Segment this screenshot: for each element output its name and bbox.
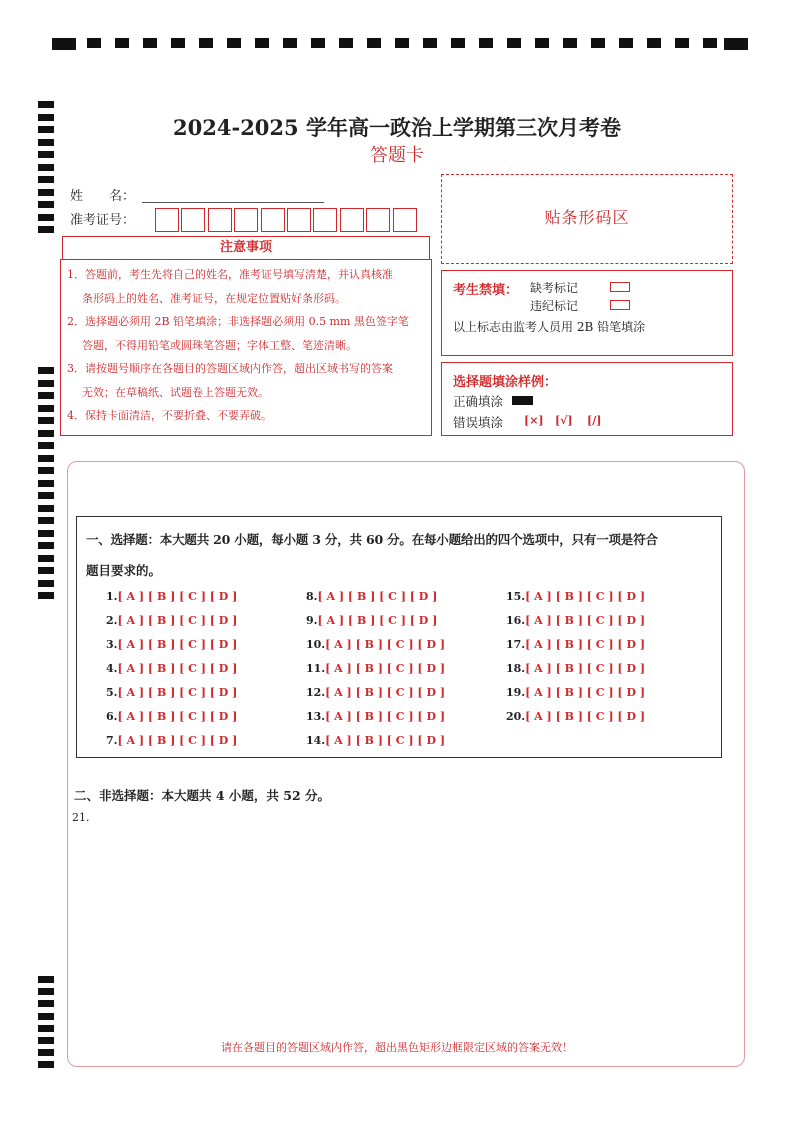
question-number: 9. [306, 614, 318, 627]
answer-options[interactable]: [ A ] [ B ] [ C ] [ D ] [317, 614, 438, 627]
notice-item: 条形码上的姓名、准考证号，在规定位置贴好条形码。 [82, 291, 346, 305]
timing-mark [451, 38, 465, 48]
top-timing-marks [52, 38, 748, 52]
barcode-label: 贴条形码区 [544, 208, 630, 227]
choice-question[interactable] [506, 638, 645, 651]
timing-mark [227, 38, 241, 48]
timing-mark [38, 976, 54, 983]
answer-options[interactable]: [ A ] [ B ] [ C ] [ D ] [117, 638, 238, 651]
timing-mark [38, 392, 54, 399]
notice-item: 1．答题前，考生先将自己的姓名，准考证号填写清楚，并认真核准 [67, 268, 393, 281]
timing-mark [38, 1000, 54, 1007]
fill-sample-box [441, 362, 733, 436]
answer-options[interactable]: [ A ] [ B ] [ C ] [ D ] [325, 662, 446, 675]
id-digit-cell[interactable] [261, 208, 285, 232]
id-label: 准考证号： [70, 213, 136, 228]
timing-mark [38, 567, 54, 574]
timing-mark [703, 38, 717, 48]
choice-question[interactable] [306, 734, 445, 747]
timing-mark [339, 38, 353, 48]
forbidden-title: 考生禁填： [453, 283, 519, 298]
violation-mark-box[interactable] [610, 300, 630, 310]
timing-mark [38, 467, 54, 474]
timing-mark [647, 38, 661, 48]
timing-mark [38, 492, 54, 499]
id-digit-cell[interactable] [234, 208, 258, 232]
notice-item: 无效；在草稿纸、试题卷上答题无效。 [82, 385, 269, 399]
answer-options[interactable]: [ A ] [ B ] [ C ] [ D ] [525, 662, 646, 675]
timing-mark [563, 38, 577, 48]
wrong-mark-x: [×] [524, 414, 544, 427]
timing-mark [38, 988, 54, 995]
timing-mark [38, 442, 54, 449]
timing-mark [38, 555, 54, 562]
timing-mark [143, 38, 157, 48]
timing-mark [87, 38, 101, 48]
question-number: 11. [306, 662, 326, 675]
section2-heading: 二、非选择题：本大题共 4 小题，共 52 分。 [74, 788, 331, 803]
id-digit-cell[interactable] [181, 208, 205, 232]
forbidden-box [441, 270, 733, 356]
timing-mark [38, 189, 54, 196]
timing-mark [38, 430, 54, 437]
timing-mark [38, 226, 54, 233]
choice-question[interactable] [506, 710, 645, 723]
answer-options[interactable]: [ A ] [ B ] [ C ] [ D ] [117, 590, 238, 603]
question-number: 1. [106, 590, 118, 603]
timing-mark [38, 1013, 54, 1020]
question-number: 12. [306, 686, 326, 699]
choice-question[interactable] [306, 686, 445, 699]
question-number: 19. [506, 686, 526, 699]
timing-mark [38, 417, 54, 424]
question-number: 4. [106, 662, 118, 675]
timing-mark [52, 38, 76, 50]
timing-mark [38, 480, 54, 487]
choice-question[interactable] [306, 662, 445, 675]
correct-fill-label: 正确填涂 [453, 394, 504, 409]
fill-sample-title: 选择题填涂样例： [453, 375, 558, 390]
timing-mark [38, 1025, 54, 1032]
timing-mark [283, 38, 297, 48]
id-digit-cell[interactable] [393, 208, 417, 232]
barcode-area [441, 174, 733, 264]
answer-options[interactable]: [ A ] [ B ] [ C ] [ D ] [525, 614, 646, 627]
id-digit-cell[interactable] [366, 208, 390, 232]
question-21-answer-area[interactable] [72, 828, 732, 1028]
question-number: 10. [306, 638, 326, 651]
question-number: 3. [106, 638, 118, 651]
forbidden-note: 以上标志由监考人员用 2B 铅笔填涂 [453, 320, 646, 334]
choice-question[interactable] [306, 710, 445, 723]
answer-options[interactable]: [ A ] [ B ] [ C ] [ D ] [117, 686, 238, 699]
wrong-fill-label: 错误填涂 [453, 415, 504, 430]
timing-mark [591, 38, 605, 48]
answer-options[interactable]: [ A ] [ B ] [ C ] [ D ] [117, 662, 238, 675]
timing-mark [479, 38, 493, 48]
choice-question[interactable] [106, 638, 237, 651]
timing-mark [38, 530, 54, 537]
timing-mark [38, 517, 54, 524]
timing-mark [423, 38, 437, 48]
question-number: 8. [306, 590, 318, 603]
timing-mark [255, 38, 269, 48]
choice-question[interactable] [106, 614, 237, 627]
timing-mark [367, 38, 381, 48]
question-number: 6. [106, 710, 118, 723]
absent-mark-box[interactable] [610, 282, 630, 292]
notice-item: 2．选择题必须用 2B 铅笔填涂；非选择题必须用 0.5 mm 黑色签字笔 [67, 315, 409, 328]
question-number: 20. [506, 710, 526, 723]
timing-mark [38, 214, 54, 221]
answer-options[interactable]: [ A ] [ B ] [ C ] [ D ] [317, 590, 438, 603]
answer-options[interactable]: [ A ] [ B ] [ C ] [ D ] [525, 686, 646, 699]
question-number: 2. [106, 614, 118, 627]
timing-mark [115, 38, 129, 48]
question-number: 18. [506, 662, 526, 675]
timing-mark [395, 38, 409, 48]
timing-mark [171, 38, 185, 48]
answer-options[interactable]: [ A ] [ B ] [ C ] [ D ] [525, 590, 646, 603]
section1-heading-cont: 题目要求的。 [86, 563, 162, 578]
name-label: 姓 名： [70, 189, 136, 204]
choice-question[interactable] [106, 686, 237, 699]
notice-box [60, 259, 432, 436]
id-digit-cell[interactable] [208, 208, 232, 232]
choice-question[interactable] [306, 614, 437, 627]
choice-question[interactable] [506, 614, 645, 627]
timing-mark [38, 176, 54, 183]
timing-mark [38, 505, 54, 512]
timing-mark [535, 38, 549, 48]
timing-mark [38, 542, 54, 549]
choice-question[interactable] [306, 638, 445, 651]
timing-mark [38, 405, 54, 412]
timing-mark [38, 367, 54, 374]
choice-question[interactable] [506, 662, 645, 675]
answer-options[interactable]: [ A ] [ B ] [ C ] [ D ] [117, 710, 238, 723]
timing-mark [38, 380, 54, 387]
timing-mark [38, 1061, 54, 1068]
question-number: 17. [506, 638, 526, 651]
section1-heading: 一、选择题：本大题共 20 小题，每小题 3 分，共 60 分。在每小题给出的四个选项中，只有一项是符合 [86, 532, 658, 547]
timing-mark [38, 455, 54, 462]
footer-warning: 请在各题目的答题区域内作答，超出黑色矩形边框限定区域的答案无效！ [221, 1041, 573, 1054]
question-number: 13. [306, 710, 326, 723]
answer-options[interactable]: [ A ] [ B ] [ C ] [ D ] [117, 614, 238, 627]
answer-options[interactable]: [ A ] [ B ] [ C ] [ D ] [325, 638, 446, 651]
notice-item: 答题，不得用铅笔或圆珠笔答题；字体工整、笔迹清晰。 [82, 338, 357, 352]
notice-item: 4．保持卡面清洁，不要折叠、不要弄破。 [67, 409, 272, 422]
notice-item: 3．请按题号顺序在各题目的答题区域内作答，超出区域书写的答案 [67, 362, 393, 375]
absent-label: 缺考标记 [530, 281, 579, 295]
wrong-mark-slash: [/] [587, 414, 602, 427]
correct-fill-mark [512, 396, 533, 405]
timing-mark [38, 101, 54, 108]
id-digit-cell[interactable] [155, 208, 179, 232]
choice-question[interactable] [506, 590, 645, 603]
question-number: 16. [506, 614, 526, 627]
timing-mark [507, 38, 521, 48]
wrong-mark-check: [√] [555, 414, 573, 427]
choice-question[interactable] [106, 710, 237, 723]
choice-question[interactable] [106, 590, 237, 603]
timing-mark [724, 38, 748, 50]
timing-mark [199, 38, 213, 48]
answer-options[interactable]: [ A ] [ B ] [ C ] [ D ] [325, 734, 446, 747]
timing-mark [619, 38, 633, 48]
timing-mark [38, 580, 54, 587]
id-digit-cell[interactable] [313, 208, 337, 232]
question-number: 14. [306, 734, 326, 747]
answer-options[interactable]: [ A ] [ B ] [ C ] [ D ] [117, 734, 238, 747]
id-digit-cell[interactable] [287, 208, 311, 232]
choice-question[interactable] [506, 686, 645, 699]
timing-mark [38, 592, 54, 599]
timing-mark [311, 38, 325, 48]
question-number: 5. [106, 686, 118, 699]
answer-options[interactable]: [ A ] [ B ] [ C ] [ D ] [525, 710, 646, 723]
choice-question[interactable] [106, 734, 237, 747]
id-digit-cell[interactable] [340, 208, 364, 232]
notice-title: 注意事项 [219, 240, 272, 255]
timing-mark [38, 201, 54, 208]
question-21-label: 21. [72, 811, 90, 824]
timing-mark [675, 38, 689, 48]
page-title: 2024-2025 学年高一政治上学期第三次月考卷 [173, 115, 621, 140]
page-subtitle: 答题卡 [370, 145, 424, 166]
choice-question[interactable] [306, 590, 437, 603]
answer-options[interactable]: [ A ] [ B ] [ C ] [ D ] [325, 686, 446, 699]
notice-title-box [62, 236, 430, 260]
answer-options[interactable]: [ A ] [ B ] [ C ] [ D ] [325, 710, 446, 723]
question-number: 7. [106, 734, 118, 747]
question-number: 15. [506, 590, 526, 603]
violation-label: 违纪标记 [530, 299, 579, 313]
answer-options[interactable]: [ A ] [ B ] [ C ] [ D ] [525, 638, 646, 651]
name-field[interactable] [142, 201, 324, 203]
choice-question[interactable] [106, 662, 237, 675]
